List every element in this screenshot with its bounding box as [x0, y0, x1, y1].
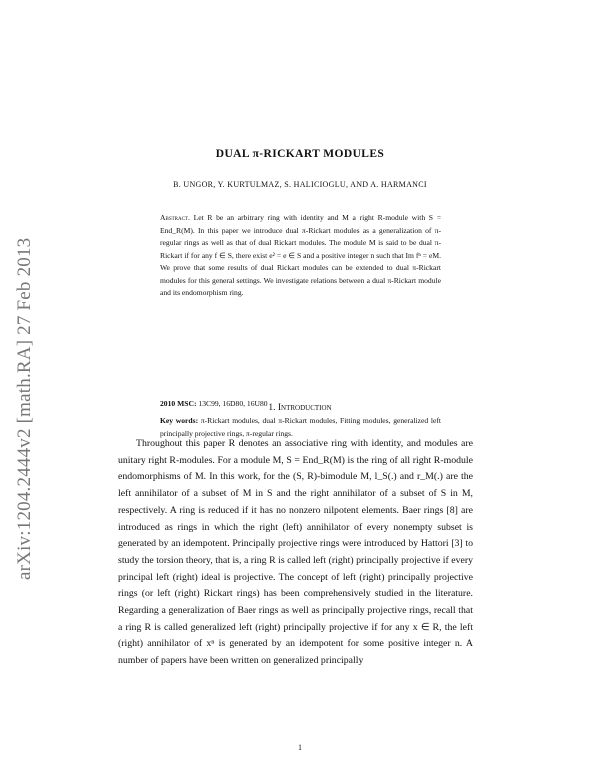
- msc-value: 13C99, 16D80, 16U80: [198, 399, 268, 408]
- arxiv-identifier: arXiv:1204.2444v2 [math.RA] 27 Feb 2013: [14, 237, 35, 580]
- msc-label: 2010 MSC:: [160, 399, 197, 408]
- intro-body: [118, 436, 473, 670]
- keywords-label: Key words:: [160, 416, 199, 425]
- intro-section-title: [0, 403, 600, 413]
- abstract-label: Abstract.: [160, 213, 190, 222]
- section-number: 1.: [268, 403, 276, 413]
- section-title: Introduction: [277, 403, 332, 413]
- intro-paragraph: Throughout this paper R denotes an associative ring with identity, and modules are unitary right R-modules. For a module M, S = End_R(M) is the ring of all right R-module endomorphisms of M. In this work, for the (S, R)-bimodule M, l_S(.) and r_M(.) are the left annihilator of a subset of M in S and the right annihilator of a subset of S in M, respectively. A ring is reduced if it has no nonzero nilpotent elements. Baer rings [8] are introduced as rings in which the right (left) annihilator of every nonempty subset is generated by an idempotent. Principally projective rings were introduced by Hattori [3] to study the torsion theory, that is, a ring R is called left (right) principally projective if every principal left (right) ideal is projective. The concept of left (right) principally projective rings (or left (right) Rickart rings) has been comprehensively studied in the literature. Regarding a generalization of Baer rings as well as principally projective rings, recall that a ring R is called generalized left (right) principally projective if for any x ∈ R, the left (right) annihilator of xⁿ is generated by an idempotent for some positive integer n. A number of papers have been written on generalized principally: [118, 438, 473, 667]
- paper-title: DUAL π-RICKART MODULES: [215, 148, 385, 160]
- paper-authors: B. UNGOR, Y. KURTULMAZ, S. HALICIOGLU, AND A. HARMANCI: [173, 180, 427, 189]
- keywords-value: π-Rickart modules, dual π-Rickart modules, Fitting modules, generalized left principally projective rings, π-regular rings.: [160, 416, 441, 438]
- abstract-text: Let R be an arbitrary ring with identity and M a right R-module with S = End_R(M). In this paper we introduce dual π-Rickart modules as a generalization of π-regular rings as well as that of dual Rickart modules. The module M is said to be dual π-Rickart if for any f ∈ S, there exist e² = e ∈ S and a positive integer n such that Im fⁿ = eM. We prove that some results of dual Rickart modules can be extended to dual π-Rickart modules for this general settings. We investigate relations between a dual π-Rickart module and its endomorphism ring.: [160, 213, 441, 297]
- abstract: [160, 212, 441, 300]
- arxiv-sidebar: [14, 180, 38, 580]
- page-number: 1: [298, 743, 302, 752]
